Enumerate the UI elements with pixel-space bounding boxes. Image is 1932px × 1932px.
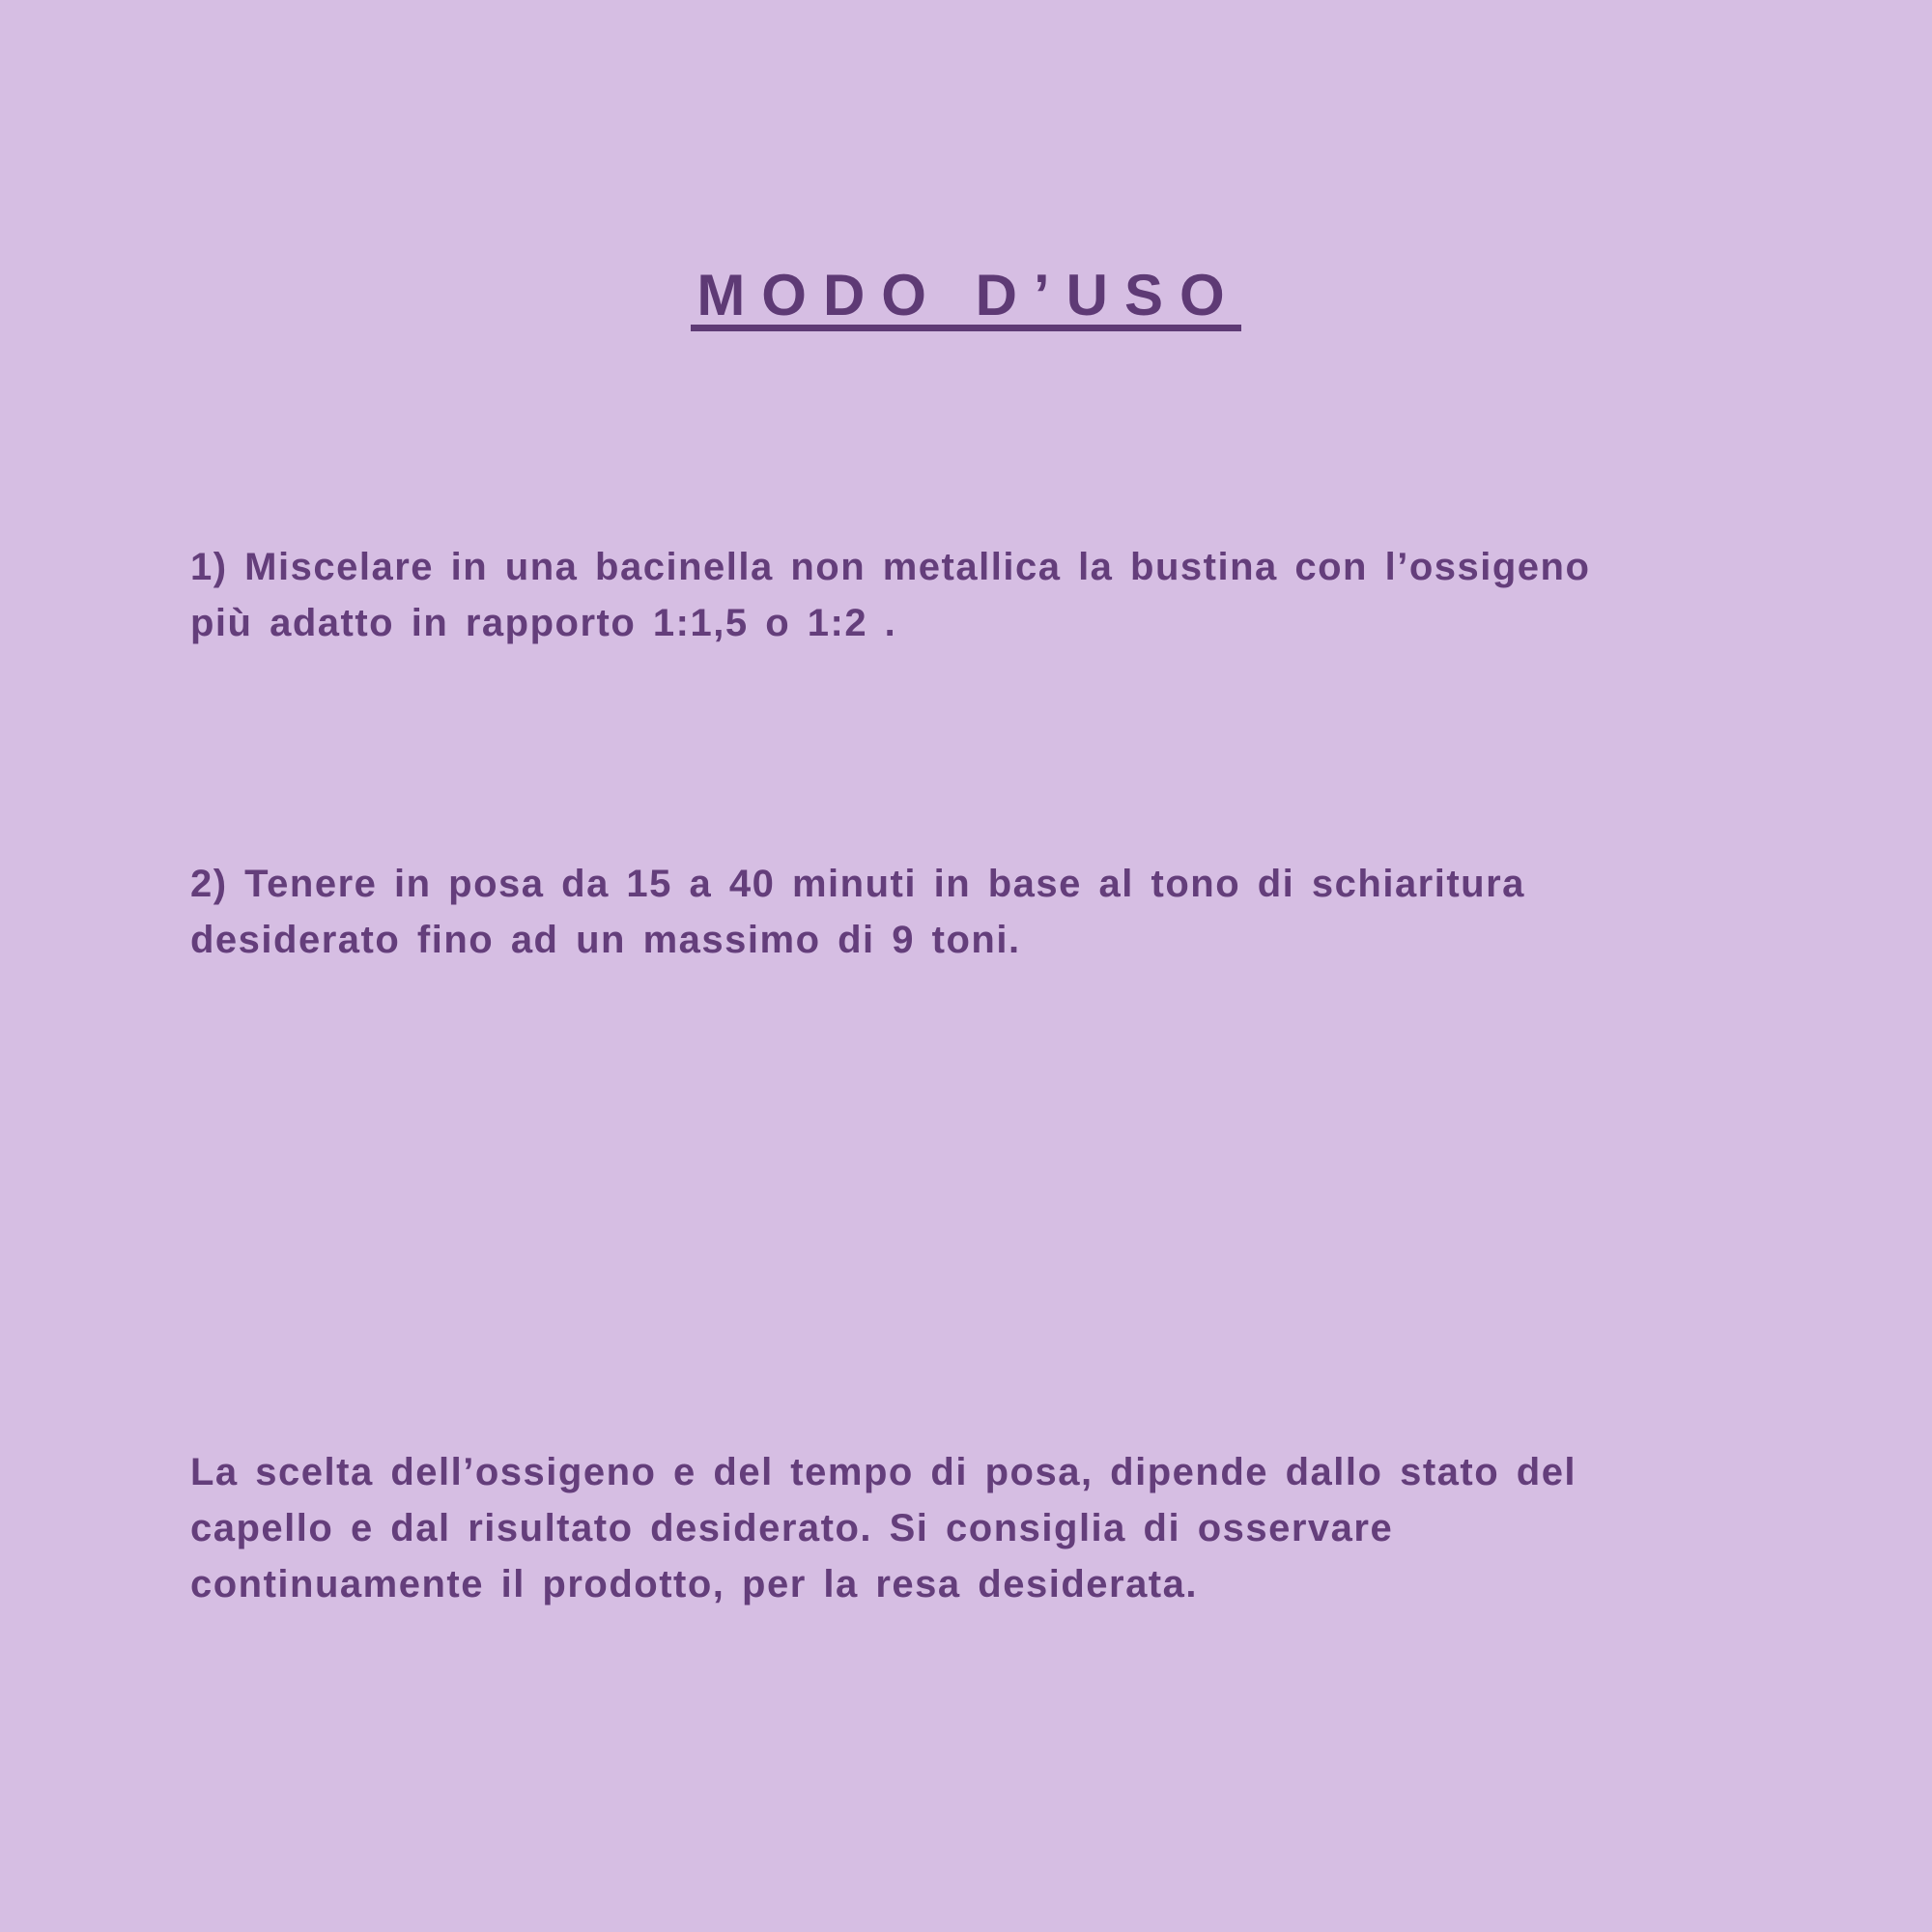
- instruction-step-2-line-2: desiderato fino ad un massimo di 9 toni.: [190, 919, 1021, 961]
- title-row: [0, 263, 1932, 331]
- instruction-step-2: [190, 856, 1525, 968]
- instruction-step-1-line-1: 1) Miscelare in una bacinella non metallica la bustina con l’ossigeno: [190, 546, 1591, 588]
- instruction-step-1-line-2: più adatto in rapporto 1:1,5 o 1:2 .: [190, 602, 897, 644]
- instruction-note-line-3: continuamente il prodotto, per la resa desiderata.: [190, 1563, 1198, 1605]
- instruction-note: [190, 1444, 1577, 1612]
- page-title: MODO D’USO: [691, 267, 1240, 331]
- instruction-note-line-1: La scelta dell’ossigeno e del tempo di posa, dipende dallo stato del: [190, 1451, 1577, 1493]
- instruction-note-line-2: capello e dal risultato desiderato. Si consiglia di osservare: [190, 1507, 1394, 1549]
- instruction-step-2-line-1: 2) Tenere in posa da 15 a 40 minuti in base al tono di schiaritura: [190, 863, 1525, 905]
- instruction-step-1: [190, 539, 1590, 651]
